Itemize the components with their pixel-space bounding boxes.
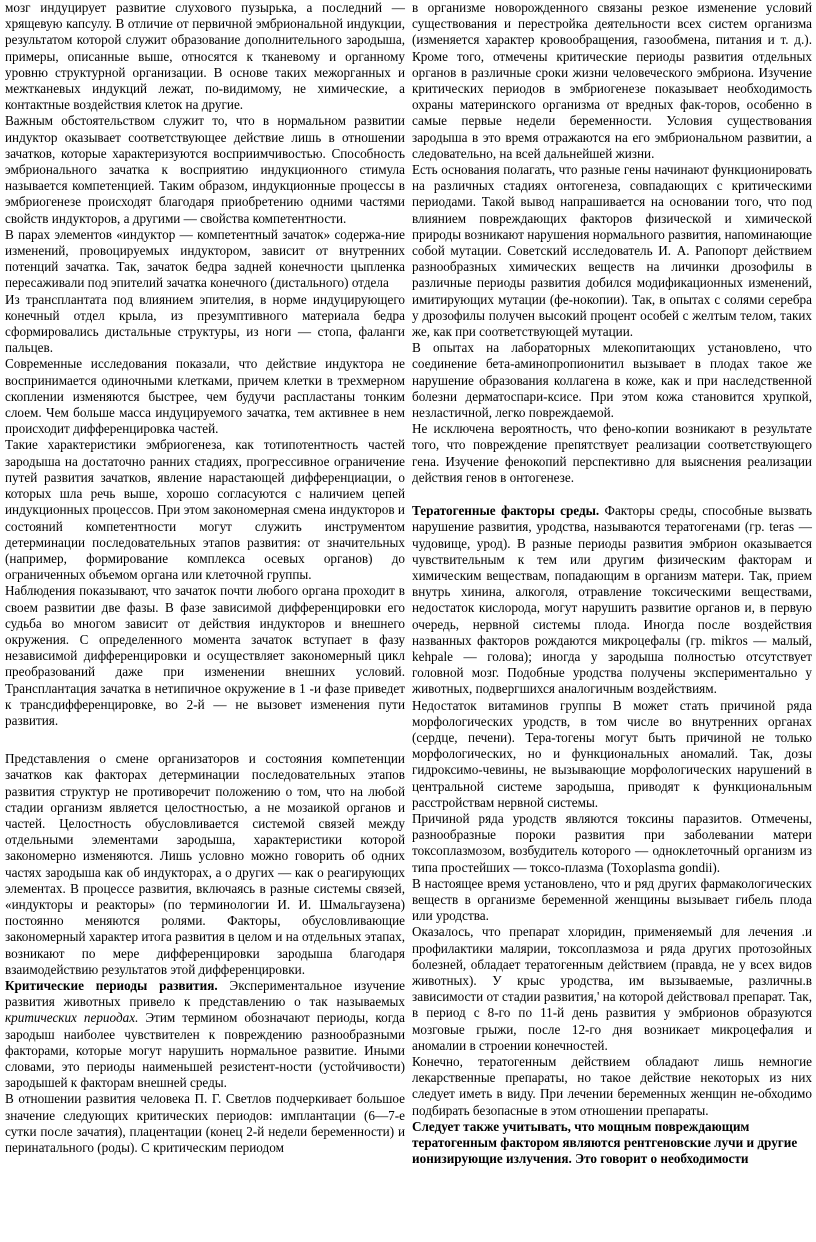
emphasis-term: критических периодах. [5,1010,139,1026]
paragraph: Такие характеристики эмбриогенеза, как тотипотентность частей зародыша на достаточно ранних стадиях, прогрессивное ограничение путей развития зачатков, явление нарастающей дифференциации, о которых шла речь выше, хорошо согласуются с наличием цепей индукционных процессов. При этом закономерная смена индукторов и состояний компетентности могут служить инструментом детерминации последовательных этапов развития: от значительных (например, формирование комплекса осевых органов) до ограниченных объемом органа или клеточной группы. [5,437,405,583]
paragraph: В настоящее время установлено, что и ряд других фармакологических веществ в организме беременной женщины вызывает гибель плода или уродства. [412,875,812,924]
right-column [412,0,812,1167]
paragraph-spacer [412,486,812,503]
paragraph: Оказалось, что препарат хлоридин, применяемый для лечения .и профилактики малярии, токсоплазмоза и ряда других протозойных болезней, обладает тератогенным действием (правда, не у всех видов животных). У крыс уродства, им вызываемые, различны.в зависимости от стадии развития,' на которой действовал препарат. Так, в период с 8-го по 11-й день развития у эмбрионов образуются мозговые грыжи, после 12-го дня возникает микроцефалия и аномалии в строении конечностей. [412,924,812,1053]
paragraph-text: Экспериментальное изучение развития животных привело к представлению о так называемых [5,977,405,1010]
paragraph: Представления о смене организаторов и состояния компетенции зачатков как факторах детерминации последовательных этапов развития структур не противоречит положению о том, что на любой стадии организм является целостностью, а не мозаикой органов и частей. Целостность обусловливается системой связей между отдельными элементами зародыша, характеристики которой закономерно изменяются. Лишь условно можно говорить об одних частях зародыша как об индукторах, а о других — как о реагирующих элементах. В процессе развития, включаясь в разные системы связей, «индукторы и реакторы» (по терминологии И. И. Шмальгаузена) постоянно меняются ролями. Факторы, обусловливающие закономерный характер итога развития в целом и на отдельных этапах, возникают по мере дифференцировки зародыша благодаря взаимодействию результатов этой дифференцировки. [5,751,405,977]
section-paragraph-teratogens [412,503,812,697]
paragraph: Наблюдения показывают, что зачаток почти любого органа проходит в своем развитии две фазы. В фазе зависимой дифференцировки его судьба во многом зависит от действия индукторов и внешнего окружения. С определенного момента зачаток вступает в фазу независимой дифференцировки и осуществляет закономерный цикл преобразований даже при изменении внешних условий. Трансплантация зачатка в нетипичное окружение в 1 -и фазе приведет к трансдифференцировке, во 2-й — не вызовет изменения пути развития. [5,583,405,728]
paragraph: В опытах на лабораторных млекопитающих установлено, что соединение бета-аминопропионитил вызывает в плодах такое же нарушение образования коллагена в коже, как и при наследственной болезни дерматоспари-ксисе. При этом кожа становится хрупкой, незластичной, легко повреждаемой. [412,340,812,421]
paragraph-text: Этим термином обозначают периоды, когда зародыш наиболее чувствителен к повреждению разнообразными факторами, которые могут нарушить нормальное развитие. Иными словами, это периоды наименьшей резистент-ности (устойчивости) зародышей к факторам внешней среды. [5,1010,406,1091]
section-heading-critical-periods: Критические периоды развития. [5,977,218,993]
paragraph-text: Факторы среды, способные вызвать нарушение развития, уродства, называются тератогенами (гр. teras — чудовище, урод). В разные периоды развития эмбрион оказывается чувствительным к тем или другим физическим факторам и химическим веществам, попадающим в организм матери. Так, прием внутрь хинина, алкоголя, отравление токсическими веществами, недостаток кислорода, могут нарушить развитие органов и, в первую очередь, нервной системы плода. Иногда после воздействия названных факторов рождаются микроцефалы (гр. mikros — малый, kehpale — голова); иногда у зародыша полностью отсутствует головной мозг. Подобные уродства получены экспериментально у животных, подвергшихся аналогичным воздействиям. [412,503,812,697]
paragraph: В парах элементов «индуктор — компетентный зачаток» содержа-ние изменений, провоцируемых индуктором, зависит от внутренних потенций зачатка. Так, зачаток бедра задней конечности цыпленка пересаживали под эпителий зачатка конечного (дистального) отдела [5,226,405,291]
section-heading-teratogenic-factors: Тератогенные факторы среды. [412,503,600,519]
left-column [5,0,405,1156]
paragraph-spacer [5,729,405,751]
bold-closing-paragraph: Следует также учитывать, что мощным повреждающим тератогенным фактором являются рентгеновские лучи и другие ионизирующие излучения. Это говорит о необходимости [412,1118,798,1167]
paragraph: Современные исследования показали, что действие индуктора не воспринимается одиночными клетками, причем клетки в трехмерном скоплении изменяются быстрее, чем будучи распластаны тонким слоем. Чем больше масса индуцируемого зачатка, тем активнее в нем происходит дифференцировка частей. [5,356,405,437]
paragraph: Недостаток витаминов группы В может стать причиной ряда морфологических уродств, в том числе во внутренних органах (сердце, печени). Тера-тогены могут быть причиной не только морфологических, но и функциональных аномалий. Так, дозы гидроксимо-чевины, не вызывающие морфологических нарушений в центральной системе зародыша, приводят к функциональным расстройствам нервной системы. [412,697,812,810]
paragraph: в организме новорожденного связаны резкое изменение условий существования и перестройка деятельности всех систем организма (изменяется характер кровообращения, газообмена, питания и т. д.). Кроме того, отмечены критические периоды развития отдельных органов в различные сроки жизни человеческого эмбриона. Изучение критических периодов в эмбриогенезе показывает необходимость охраны материнского организма от вредных фак-торов, особенно в самые первые недели беременности. Условия существования зародыша в это время отражаются на его эмбриональном развитии, а следовательно, на всей дальнейшей жизни. [412,0,812,161]
paragraph: Причиной ряда уродств являются токсины паразитов. Отмечены, разнообразные пороки развития при заболевании матери токсоплазмозом, возбудитель которого — одноклеточный организм из типа простейших — токсо-плазма (Toxoplasma gondii). [412,810,812,875]
paragraph: Важным обстоятельством служит то, что в нормальном развитии индуктор оказывает соответствующее действие лишь в отношении зачатков, которые характеризуются восприимчивостью. Способность эмбрионального зачатка к восприятию индукционного стимула называется компетенцией. Таким образом, индукционные процессы в эмбриогенезе происходят благодаря приобретению одними частями свойств индукторов, а другими — свойства компетентности. [5,113,405,226]
paragraph: Конечно, тератогенным действием обладают лишь немногие лекарственные препараты, но такое действие некоторых из них следует иметь в виду. При лечении беременных женщин не-обходимо подбирать безопасные в этом отношении препараты. [412,1054,812,1118]
paragraph: В отношении развития человека П. Г. Светлов подчеркивает большое значение следующих критических периодов: имплантации (6—7-е сутки после зачатия), плацентации (конец 2-й недели беременности) и перинатального (роды). С критическим периодом [5,1091,405,1156]
paragraph: Есть основания полагать, что разные гены начинают функционировать на различных стадиях онтогенеза, совпадающих с критическими периодами. Такой вывод напрашивается на основании того, что под влиянием повреждающих факторов физической и химической природы возникают нарушения нормального развития, напоминающие собой мутации. Советский исследователь И. А. Рапопорт действием разнообразных химических веществ на личинки дрозофилы в различные периоды развития добился модификационных изменений, имитирующих мутации (фе-нокопии). Так, в опытах с солями серебра у дрозофилы получен высокий процент особей с желтым телом, таких же, как при соответствующей мутации. [412,162,812,340]
section-paragraph-critical-periods [5,978,405,1091]
paragraph: мозг индуцирует развитие слухового пузырька, а последний — хрящевую капсулу. В отличие от первичной эмбриональной индукции, результатом которой служит образование дополнительного зародыша, примеры, описанные выше, относятся к тканевому и органному уровню структурной организации. В основе таких межорганных и межтканевых индукций лежат, по-видимому, не химические, а контактные воздействия клеток на другие. [5,0,405,113]
paragraph: Из трансплантата под влиянием эпителия, в норме индуцирующего конечный отдел крыла, из презумптивного материала бедра сформировались дистальные структуры, из ноги — стопа, фаланги пальцев. [5,291,405,356]
paragraph: Не исключена вероятность, что фено-копии возникают в результате того, что повреждение препятствует реализации соответствующего гена. Изучение фенокопий перспективно для выяснения реализации действия генов в онтогенезе. [412,421,812,485]
